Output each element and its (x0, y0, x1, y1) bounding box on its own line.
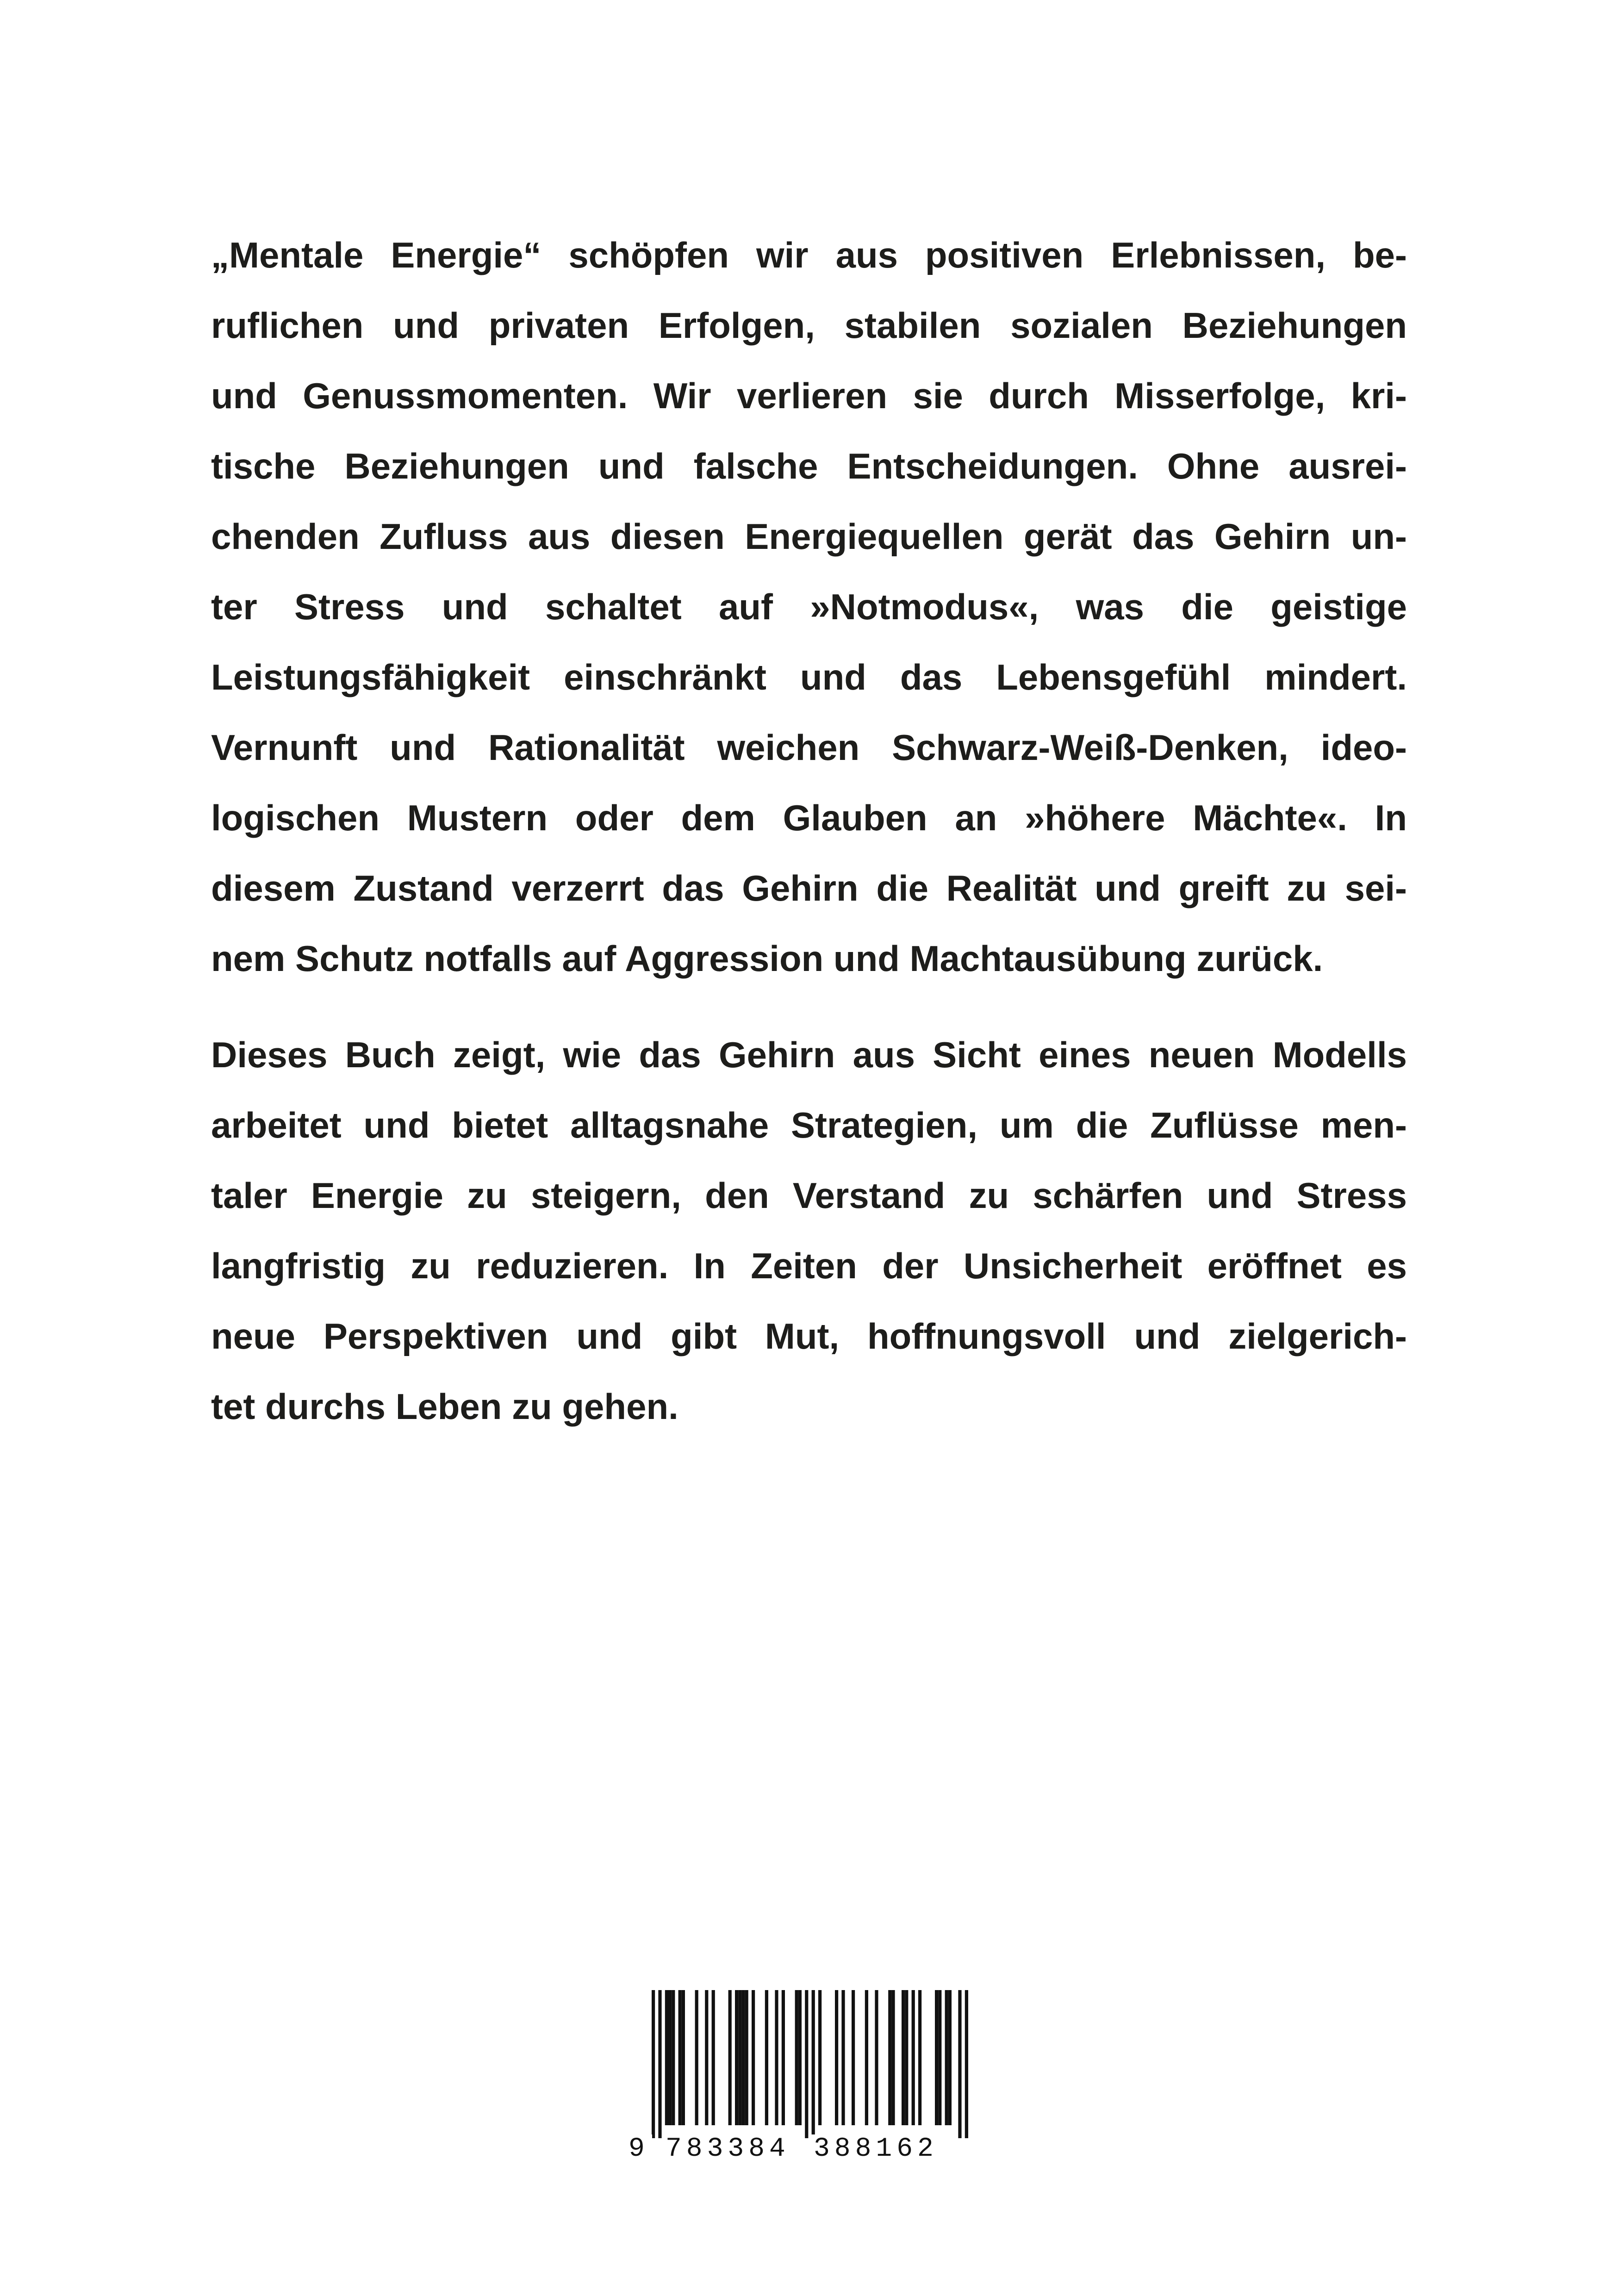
barcode-bar (665, 1990, 668, 2125)
barcode-bar (918, 1990, 921, 2125)
barcode-bar (795, 1990, 798, 2125)
barcode-bars (629, 1990, 981, 2138)
barcode-bar (652, 1990, 655, 2138)
barcode-digit-group-left: 783384 (663, 2134, 793, 2164)
barcode-bar (852, 1990, 855, 2125)
text-line: ter Stress und schaltet auf »Notmodus«, was die geistige (211, 586, 1407, 627)
barcode-digit-group-right: 388162 (811, 2134, 941, 2164)
barcode-bar (728, 1990, 732, 2125)
text-line: und Genussmomenten. Wir verlieren sie durch Misserfolge, kri- (211, 375, 1407, 416)
barcode-bar (735, 1990, 738, 2125)
text-line: taler Energie zu steigern, den Verstand zu schärfen und Stress (211, 1175, 1407, 1216)
barcode-bar (891, 1990, 895, 2125)
text-line: „Mentale Energie“ schöpfen wir aus positiven Erlebnissen, be- (211, 235, 1407, 275)
text-line: chenden Zufluss aus diesen Energiequellen gerät das Gehirn un- (211, 516, 1407, 557)
barcode-bar (938, 1990, 941, 2125)
barcode-bar (875, 1990, 878, 2125)
barcode-bar (865, 1990, 868, 2125)
barcode-digit-lead: 9 (626, 2134, 652, 2164)
text-line-last: tet durchs Leben zu gehen. (211, 1386, 678, 1427)
barcode-bar (705, 1990, 708, 2125)
barcode-bar (678, 1990, 682, 2125)
barcode-bar (672, 1990, 675, 2125)
barcode-bar (738, 1990, 741, 2125)
text-line: langfristig zu reduzieren. In Zeiten der Unsicherheit eröffnet es (211, 1245, 1407, 1286)
barcode-bar (775, 1990, 778, 2125)
blurb-paragraph-2 (211, 1020, 1407, 1442)
barcode-bar (958, 1990, 961, 2138)
barcode-bar (945, 1990, 948, 2125)
barcode-bar (835, 1990, 838, 2125)
barcode-bar (668, 1990, 672, 2125)
barcode-bar (935, 1990, 938, 2125)
barcode-bar (765, 1990, 768, 2125)
barcode-bar (948, 1990, 952, 2125)
isbn-barcode (629, 1990, 981, 2166)
blurb-paragraph-1 (211, 220, 1407, 994)
text-line: neue Perspektiven und gibt Mut, hoffnungsvoll und zielgerich- (211, 1316, 1407, 1356)
text-line: tische Beziehungen und falsche Entscheidungen. Ohne ausrei- (211, 446, 1407, 486)
barcode-bar (888, 1990, 891, 2125)
barcode-bar (812, 1990, 815, 2138)
barcode-bar (682, 1990, 685, 2125)
barcode-bar (695, 1990, 698, 2125)
barcode-bar (965, 1990, 968, 2138)
text-line: Vernunft und Rationalität weichen Schwarz-Weiß-Denken, ideo- (211, 727, 1407, 768)
text-line: logischen Mustern oder dem Glauben an »höhere Mächte«. In (211, 797, 1407, 838)
text-line: ruflichen und privaten Erfolgen, stabilen sozialen Beziehungen (211, 305, 1407, 346)
barcode-bar (658, 1990, 661, 2138)
text-line: arbeitet und bietet alltagsnahe Strategien, um die Zuflüsse men- (211, 1105, 1407, 1145)
barcode-bar (818, 1990, 821, 2125)
barcode-bar (841, 1990, 845, 2125)
barcode-bar (745, 1990, 748, 2125)
barcode-bar (782, 1990, 785, 2125)
barcode-bar (741, 1990, 745, 2125)
barcode-bar (752, 1990, 755, 2125)
barcode-bar (912, 1990, 915, 2125)
barcode-bar (805, 1990, 808, 2138)
text-line: diesem Zustand verzerrt das Gehirn die Realität und greift zu sei- (211, 868, 1407, 908)
barcode-bar (712, 1990, 715, 2125)
text-line-last: nem Schutz notfalls auf Aggression und Machtausübung zurück. (211, 938, 1323, 979)
text-line: Leistungsfähigkeit einschränkt und das Lebensgefühl mindert. (211, 657, 1407, 697)
barcode-bar (798, 1990, 802, 2125)
barcode-bar (905, 1990, 908, 2125)
text-line: Dieses Buch zeigt, wie das Gehirn aus Sicht eines neuen Modells (211, 1034, 1407, 1075)
barcode-bar (902, 1990, 905, 2125)
